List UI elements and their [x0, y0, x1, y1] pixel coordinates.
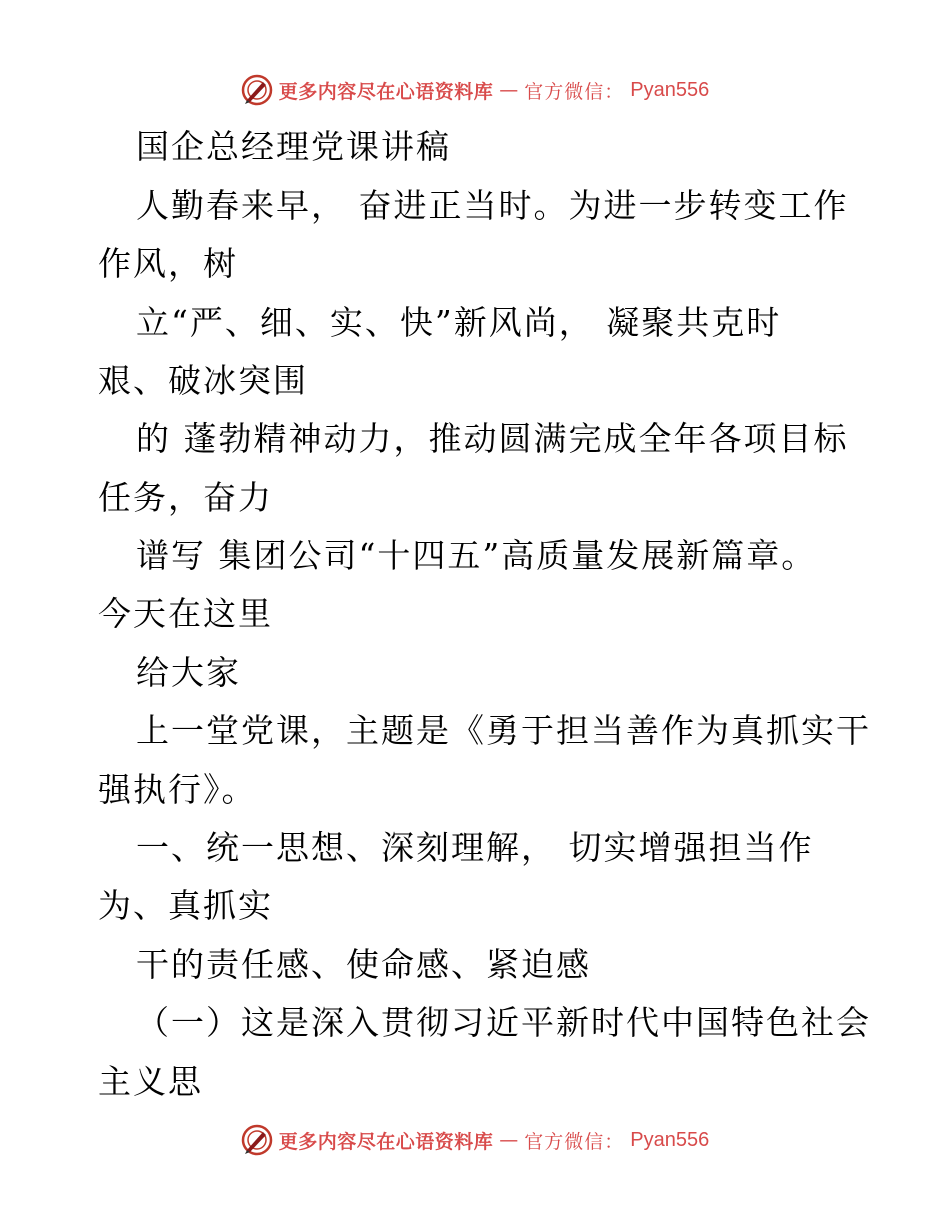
subsection-heading: （一）这是深入贯彻习近平新时代中国特色社会 [136, 1003, 871, 1042]
pen-logo-icon [241, 74, 273, 106]
banner-wechat-label: 官方微信： [524, 1130, 625, 1153]
banner-wechat-id: Pyan556 [630, 1128, 710, 1151]
banner-site-text: 更多内容尽在心语资料库 [278, 1130, 494, 1153]
text-line: 强执行》。 [98, 770, 257, 809]
text-line: 上一堂党课，主题是《勇于担当善作为真抓实干 [136, 711, 871, 750]
text-line: 干的责任感、使命感、紧迫感 [136, 945, 591, 984]
text-line: 今天在这里 [98, 594, 273, 633]
banner-wechat-label: 官方微信： [524, 80, 625, 103]
text-line: 任务，奋力 [98, 478, 273, 517]
banner-dash: — [499, 79, 519, 101]
pen-logo-icon [241, 1124, 273, 1156]
text-line: 给大家 [136, 653, 241, 692]
text-line: 人勤春来早， 奋进正当时。为进一步转变工作 [136, 186, 849, 225]
text-line: 谱写 集团公司“十四五”高质量发展新篇章。 [136, 536, 817, 575]
footer-banner [0, 1122, 950, 1158]
banner-wechat-id: Pyan556 [630, 78, 710, 101]
text-line: 为、真抓实 [98, 886, 273, 925]
text-line: 艰、破冰突围 [98, 361, 308, 400]
text-line: 立“严、细、实、快”新风尚， 凝聚共克时 [136, 303, 782, 342]
banner-dash: — [499, 1129, 519, 1151]
text-line: 的 蓬勃精神动力，推动圆满完成全年各项目标 [136, 419, 849, 458]
banner-site-text: 更多内容尽在心语资料库 [278, 80, 494, 103]
text-line: 主义思 [98, 1062, 203, 1101]
header-banner [0, 72, 950, 108]
section-heading: 一、统一思想、深刻理解， 切实增强担当作 [136, 828, 814, 867]
document-title: 国企总经理党课讲稿 [136, 127, 451, 166]
text-line: 作风，树 [98, 244, 238, 283]
